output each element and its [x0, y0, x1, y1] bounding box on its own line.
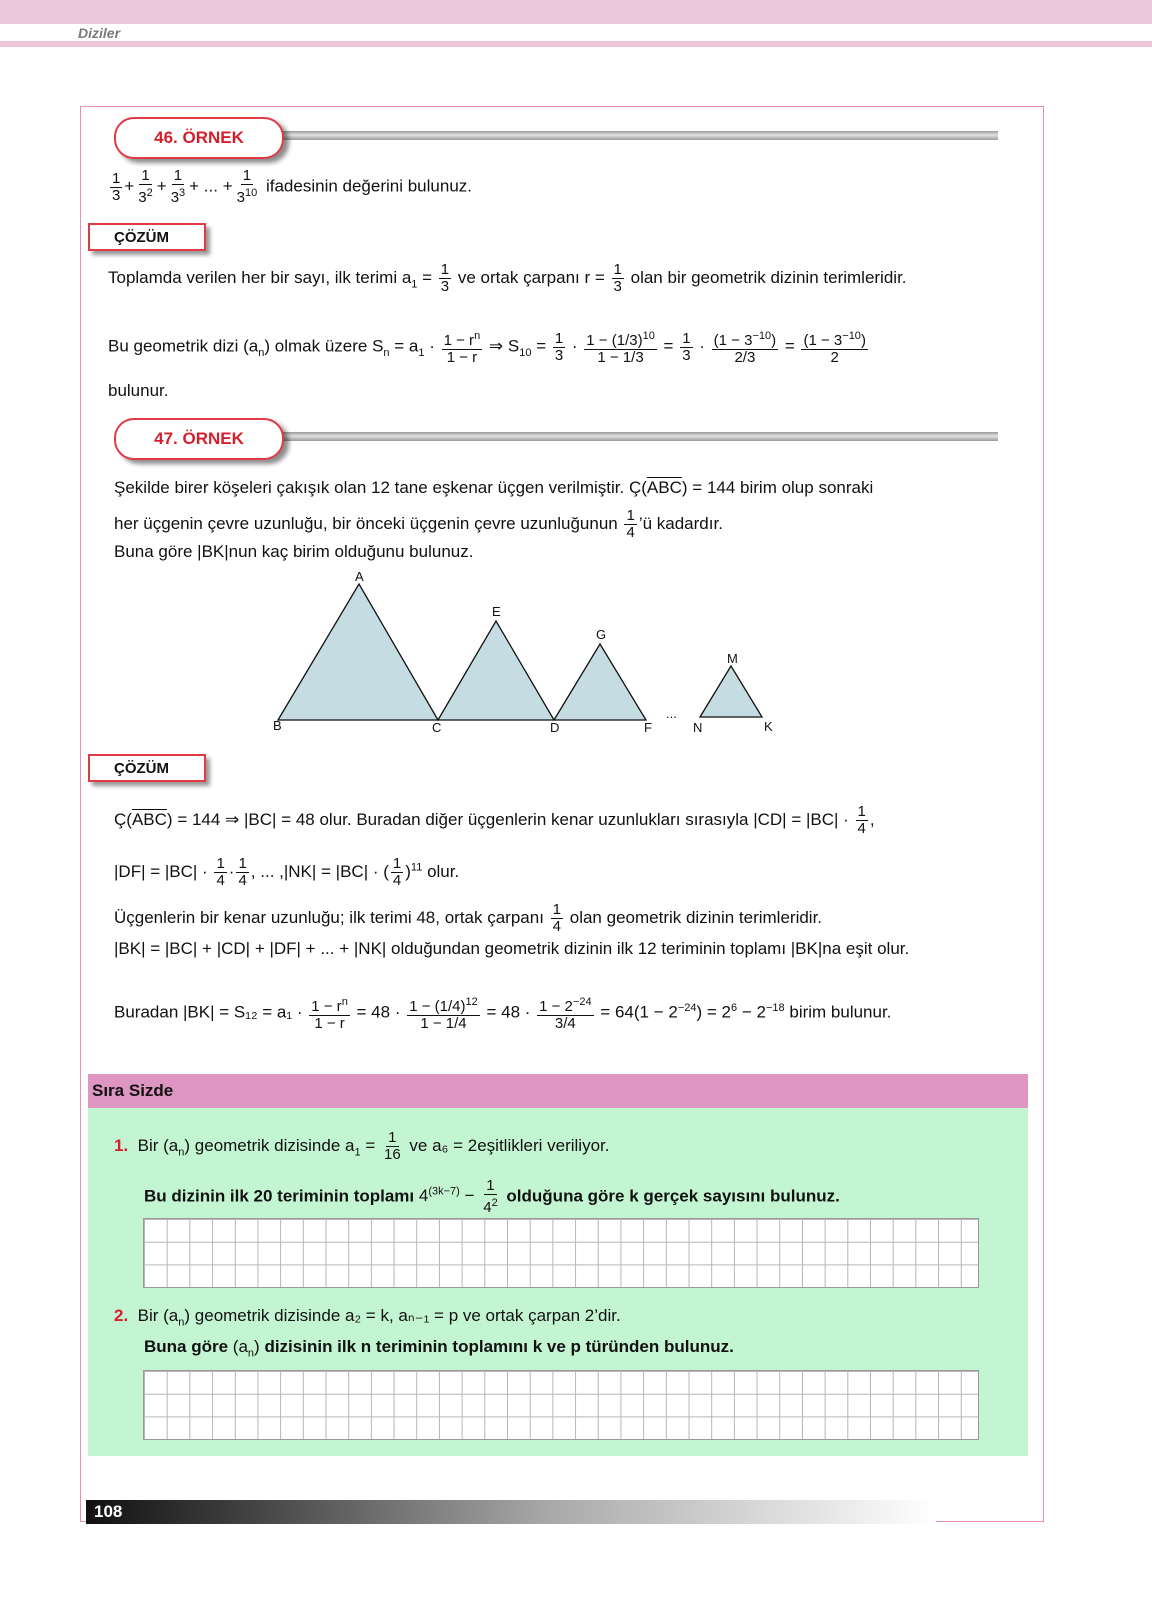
example-47-solution-line1: $Ç(\overline{ABC}) = 144$ ⇒ |BC| = 48 olur. Buradan diğer üçgenlerin kenar uzunlukları sırasıyla |CD| = |BC| · $\frac{1}{4}$ , — [114, 803, 875, 837]
text: ’ü kadardır. — [638, 513, 723, 533]
example-47-question-line1: Şekilde birer köşeleri çakışık olan 12 tane eşkenar üçgen verilmiştir. $Ç(\overline{ABC}) = 144$ birim olup sonraki — [114, 478, 874, 497]
question-number: 2. — [114, 1306, 129, 1325]
text: Buradan |BK| = S₁₂ = a₁ · — [114, 1002, 303, 1022]
example-47-question-line2: her üçgenin çevre uzunluğu, bir önceki üçgenin çevre uzunluğunun $\frac{1}{4}$ ’ü kadardır. — [114, 507, 723, 541]
triangle-cde — [438, 621, 554, 720]
triangle-nkm — [700, 666, 762, 717]
text: olduğuna göre k gerçek sayısını bulunuz. — [506, 1186, 840, 1206]
text: olan bir geometrik dizinin terimleridir. — [630, 267, 907, 287]
label-a: A — [355, 569, 364, 584]
solution-label: ÇÖZÜM — [88, 754, 206, 782]
label-dots: ... — [666, 706, 677, 721]
example-47-solution-line4: |BK| = |BC| + |CD| + |DF| + ... + |NK| olduğundan geometrik dizinin ilk 12 teriminin toplamı |BK|na eşit olur. — [114, 939, 910, 958]
example-header-bar — [160, 432, 998, 441]
label-c: C — [432, 720, 442, 735]
label-f: F — [644, 720, 652, 735]
label-b: B — [273, 718, 282, 733]
text: olur. — [427, 861, 460, 881]
example-47-solution-line2: |DF| = |BC| · $\frac{1}{4}$ · $\frac{1}{4}$ , ... ,|NK| = |BC| · ( $\frac{1}{4}$ )$^{11}$ olur. — [114, 855, 460, 889]
text: Üçgenlerin bir kenar uzunluğu; ilk terimi 48, ortak çarpanı — [114, 907, 544, 927]
example-46-solution-line1: Toplamda verilen her bir sayı, ilk terimi $a_1$ = $\frac{1}{3}$ ve ortak çarpanı r = $\frac{1}{3}$ olan bir geometrik dizinin terimleridir. — [108, 261, 907, 295]
text: = 144 ⇒ |BC| = 48 olur. Buradan diğer üçgenlerin kenar uzunlukları sırasıyla |CD| = |BC| · — [177, 809, 849, 829]
question-text: ifadesinin değerini bulunuz. — [265, 176, 473, 196]
top-rule — [0, 41, 1152, 47]
practice-title: Sıra Sizde — [88, 1074, 1028, 1108]
text: ve ortak çarpanı — [457, 267, 580, 287]
text: birim bulunur. — [789, 1002, 892, 1022]
label-e: E — [492, 604, 501, 619]
example-46-solution-line2: Bu geometrik dizi $(a_n)$ olmak üzere $S_n = a_1$ · $\frac{1 - r^n}{1 - r}$ ⇒ $S_{10}$ = $\frac{1}{3}$ · $\frac{1 - (1/3)^{10}}{1 - 1/3}$ = $\frac{1}{3}$ · $\frac{(1 - 3^{-10})}{2/3}$ = $\frac{(1 - 3^{-10})}{2}$ — [108, 329, 866, 366]
label-m: M — [727, 651, 738, 666]
example-47-question-line3: Buna göre |BK|nun kaç birim olduğunu bulunuz. — [114, 542, 474, 561]
triangle-abc — [278, 584, 438, 720]
text: 144 birim olup sonraki — [706, 478, 874, 497]
practice-q1: 1. Bir $(a_n)$ geometrik dizisinde $a_1$ = $\frac{1}{16}$ ve a₆ = 2eşitlikleri veriliyor. — [114, 1129, 610, 1163]
text: ve a₆ = 2eşitlikleri veriliyor. — [409, 1135, 610, 1155]
page-number-bar — [86, 1500, 936, 1524]
example-header-bar — [160, 131, 998, 140]
text: Bir — [137, 1306, 159, 1325]
top-band — [0, 0, 1152, 24]
example-46-question: $\frac{1}{3}$ + $\frac{1}{3^2}$ + $\frac{1}{3^3}$ + ... + $\frac{1}{3^{10}}$ ifadesinin değerini bulunuz. — [112, 167, 473, 206]
text: olmak üzere — [274, 336, 368, 356]
text: geometrik dizisinde a₂ = k, aₙ₋₁ = p ve ortak çarpan 2’dir. — [194, 1306, 621, 1325]
triangles-figure — [270, 566, 790, 741]
example-47-title: 47. ÖRNEK — [114, 418, 284, 460]
text: |DF| = |BC| · — [114, 861, 208, 881]
example-47-solution-line3: Üçgenlerin bir kenar uzunluğu; ilk terimi 48, ortak çarpanı $\frac{1}{4}$ olan geometrik dizinin terimleridir. — [114, 901, 823, 935]
text: , ... ,|NK| = |BC| · — [250, 861, 379, 881]
text: her üçgenin çevre uzunluğu, bir önceki üçgenin çevre uzunluğunun — [114, 513, 618, 533]
practice-q2: 2. Bir $(a_n)$ geometrik dizisinde a₂ = k, aₙ₋₁ = p ve ortak çarpan 2’dir. — [114, 1306, 621, 1329]
label-g: G — [596, 627, 607, 642]
label-n: N — [693, 720, 703, 735]
example-47-solution-line5: Buradan |BK| = S₁₂ = a₁ · $\frac{1 - r^n}{1 - r}$ = 48 · $\frac{1 - (1/4)^{12}}{1 - 1/4}$ = 48 · $\frac{1 - 2^{-24}}{3/4}$ = $64(1 - 2^{-24}) = 2^6 - 2^{-18}$ birim bulunur. — [114, 996, 892, 1032]
text: Buna göre — [144, 1337, 229, 1356]
answer-grid-1[interactable] — [143, 1218, 979, 1288]
triangle-dfg — [554, 644, 646, 720]
running-title: Diziler — [78, 25, 121, 41]
label-d: D — [550, 720, 560, 735]
text: Bu dizinin ilk 20 teriminin toplamı — [144, 1186, 415, 1206]
text: Şekilde birer köşeleri çakışık olan 12 tane eşkenar üçgen verilmiştir. — [114, 478, 625, 497]
label-k: K — [764, 719, 773, 734]
answer-grid-2[interactable] — [143, 1370, 979, 1440]
question-number: 1. — [114, 1135, 129, 1155]
page-number: 108 — [94, 1502, 123, 1521]
text: dizisinin ilk n teriminin toplamını k ve p türünden bulunuz. — [264, 1337, 734, 1356]
text: geometrik dizisinde — [194, 1135, 341, 1155]
example-46-title: 46. ÖRNEK — [114, 117, 284, 159]
text: olan geometrik dizinin terimleridir. — [569, 907, 823, 927]
practice-q2-bold: Buna göre $(a_n)$ dizisinin ilk n teriminin toplamını k ve p türünden bulunuz. — [144, 1337, 734, 1360]
text: Toplamda verilen her bir sayı, ilk terimi — [108, 267, 398, 287]
example-46-conclusion: bulunur. — [108, 381, 169, 400]
text: Bu geometrik dizi — [108, 336, 239, 356]
solution-label: ÇÖZÜM — [88, 223, 206, 251]
text: Bir — [137, 1135, 159, 1155]
practice-q1-bold: Bu dizinin ilk 20 teriminin toplamı $4^{(3k-7)}$ − $\frac{1}{4^2}$ olduğuna göre k gerçek sayısını bulunuz. — [144, 1177, 840, 1216]
